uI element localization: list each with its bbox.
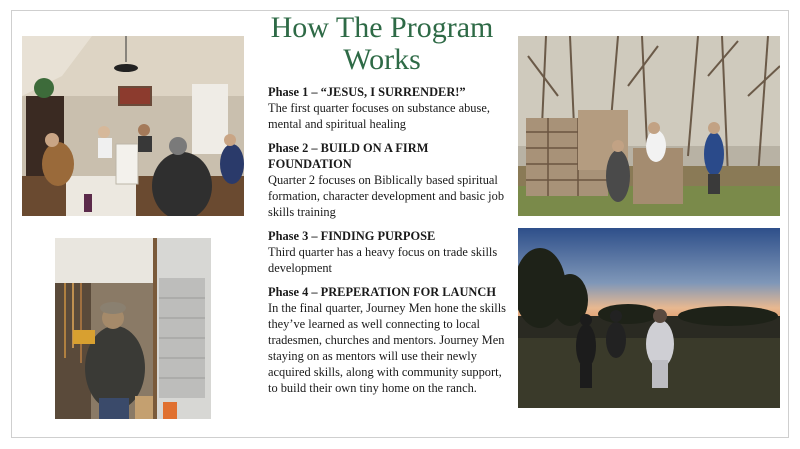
phase-1	[268, 84, 508, 132]
phase-3-title: Phase 3 – FINDING PURPOSE	[268, 229, 436, 243]
phases-list	[268, 84, 508, 404]
phase-2-text: Quarter 2 focuses on Biblically based spiritual formation, character development and basic job skills training	[268, 173, 505, 219]
phase-1-title: Phase 1 – “JESUS, I SURRENDER!”	[268, 85, 466, 99]
photo-dusk-field	[518, 228, 780, 408]
slide-title: How The Program Works	[270, 11, 494, 76]
phase-2-title: Phase 2 – BUILD ON A FIRM FOUNDATION	[268, 141, 429, 171]
photo-pallet-build	[518, 36, 780, 216]
phase-4-title: Phase 4 – PREPERATION FOR LAUNCH	[268, 285, 496, 299]
photo-group-meeting	[22, 36, 244, 216]
phase-4	[268, 284, 508, 396]
phase-3-text: Third quarter has a heavy focus on trade skills development	[268, 245, 498, 275]
phase-2	[268, 140, 508, 220]
phase-1-text: The first quarter focuses on substance abuse, mental and spiritual healing	[268, 101, 490, 131]
phase-4-text: In the final quarter, Journey Men hone the skills they’ve learned as well connecting to local tradesmen, churches and mentors. Journey Men staying on as mentors will use their newly acquired skills, along with community support, to build their own tiny home on the ranch.	[268, 301, 506, 395]
phase-3	[268, 228, 508, 276]
photo-workshop	[55, 238, 211, 419]
